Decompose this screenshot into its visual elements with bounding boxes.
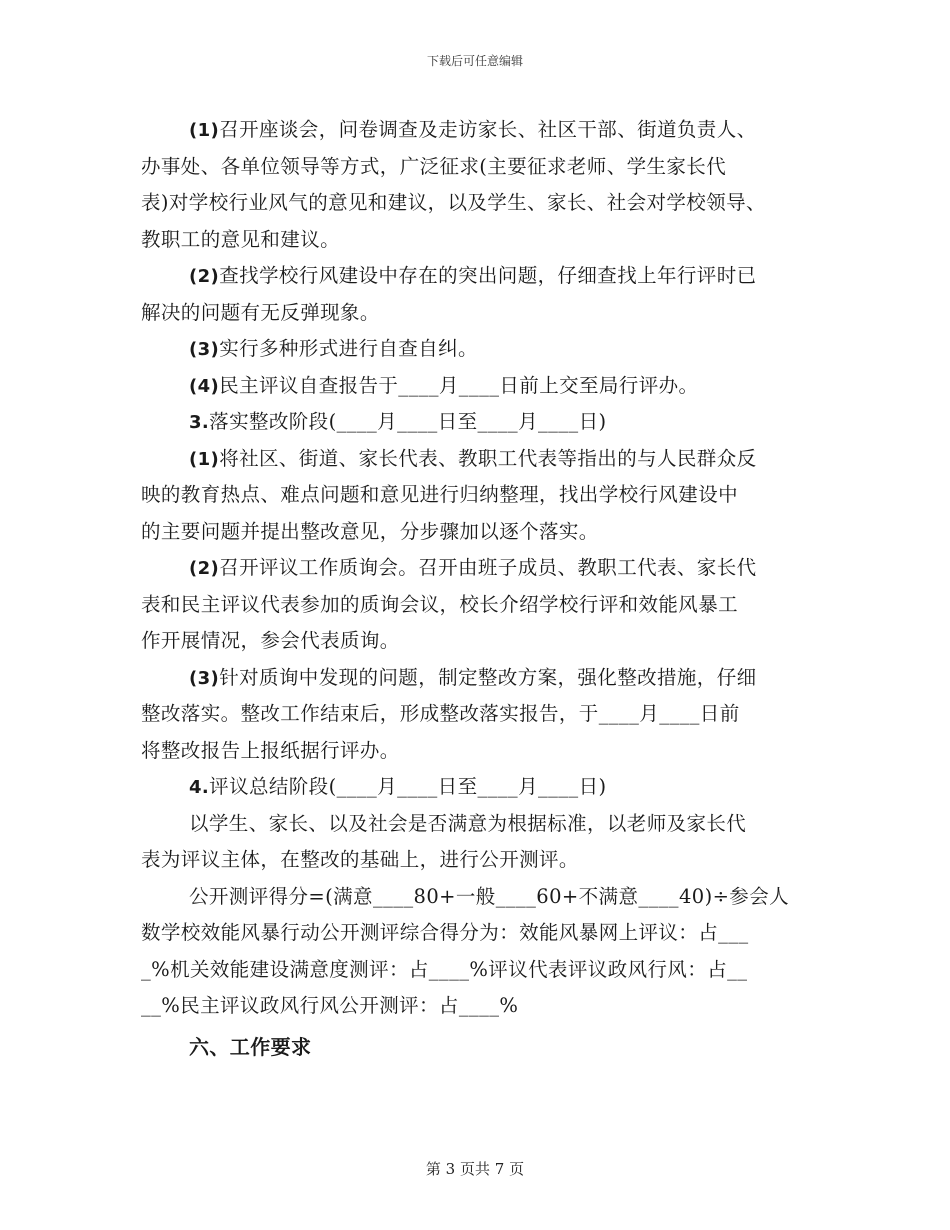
line-text: 查找学校行风建设中存在的突出问题，仔细查找上年行评时已 <box>219 264 757 287</box>
text-line <box>141 733 821 770</box>
document-body <box>141 112 821 1065</box>
item-number: (2) <box>189 266 220 287</box>
line-text: 评议总结阶段(____月____日至____月____日) <box>209 775 607 798</box>
item-number: (3) <box>189 339 220 360</box>
text-line <box>141 952 821 989</box>
text-line <box>141 258 821 295</box>
item-number: (4) <box>189 375 220 397</box>
text-line <box>141 915 821 952</box>
text-line <box>141 587 821 624</box>
item-number: (1) <box>189 120 220 141</box>
text-line <box>141 623 821 660</box>
item-number: (3) <box>189 667 220 689</box>
page-footer: 第 3 页共 7 页 <box>425 1160 525 1178</box>
line-text: 将整改报告上报纸据行评办。 <box>141 738 400 762</box>
text-line <box>141 185 821 222</box>
text-line <box>141 441 821 478</box>
line-text: _%机关效能建设满意度测评：占____%评议代表评议政风行风：占__ <box>141 957 748 981</box>
line-text: 召开座谈会，问卷调查及走访家长、社区干部、街道负责人、 <box>219 118 757 141</box>
text-line <box>141 806 821 843</box>
item-number: (2) <box>189 558 220 579</box>
line-text: __%民主评议政风行风公开测评：占____% <box>141 994 519 1017</box>
text-line <box>141 331 821 368</box>
line-text: 教职工的意见和建议。 <box>141 227 341 251</box>
item-number: 4. <box>189 777 210 798</box>
line-text: 将社区、街道、家长代表、教职工代表等指出的与人民群众反 <box>219 446 757 470</box>
line-text: 落实整改阶段(____月____日至____月____日) <box>209 410 607 433</box>
text-line <box>141 842 821 879</box>
text-line <box>141 879 821 916</box>
line-text: 表)对学校行业风气的意见和建议，以及学生、家长、社会对学校领导、 <box>141 191 766 214</box>
text-line <box>141 988 821 1025</box>
line-text: 映的教育热点、难点问题和意见进行归纳整理，找出学校行风建设中 <box>141 483 739 506</box>
text-line <box>141 514 821 551</box>
line-text: 表为评议主体，在整改的基础上，进行公开测评。 <box>141 848 579 871</box>
text-line <box>141 149 821 186</box>
line-text: 的主要问题并提出整改意见，分步骤加以逐个落实。 <box>141 519 599 543</box>
line-text: 作开展情况，参会代表质询。 <box>141 629 400 652</box>
text-line <box>141 295 821 332</box>
item-number: 3. <box>189 412 210 433</box>
text-line <box>141 112 821 149</box>
text-line <box>141 696 821 733</box>
text-line <box>141 660 821 697</box>
line-text: 民主评议自查报告于____月____日前上交至局行评办。 <box>219 373 699 397</box>
line-text: 公开测评得分=(满意____80+一般____60+不满意____40)÷参会人 <box>189 884 790 908</box>
section-heading: 六、工作要求 <box>189 1034 312 1059</box>
line-text: 针对质询中发现的问题，制定整改方案，强化整改措施，仔细 <box>219 665 757 689</box>
text-line <box>141 404 821 441</box>
line-text: 数学校效能风暴行动公开测评综合得分为：效能风暴网上评议：占___ <box>141 921 749 944</box>
line-text: 召开评议工作质询会。召开由班子成员、教职工代表、家长代 <box>219 556 757 579</box>
text-line <box>141 769 821 806</box>
text-line <box>141 477 821 514</box>
text-line <box>141 368 821 405</box>
text-line <box>141 550 821 587</box>
line-text: 实行多种形式进行自查自纠。 <box>219 337 478 360</box>
item-number: (1) <box>189 448 220 470</box>
text-line <box>141 222 821 259</box>
line-text: 以学生、家长、以及社会是否满意为根据标准，以老师及家长代 <box>189 811 747 835</box>
page-header: 下载后可任意编辑 <box>426 54 523 68</box>
line-text: 解决的问题有无反弹现象。 <box>141 300 380 324</box>
paragraph-lines <box>141 112 821 1025</box>
line-text: 办事处、各单位领导等方式，广泛征求(主要征求老师、学生家长代 <box>141 154 727 178</box>
line-text: 整改落实。整改工作结束后，形成整改落实报告，于____月____日前 <box>141 702 740 725</box>
line-text: 表和民主评议代表参加的质询会议，校长介绍学校行评和效能风暴工 <box>141 592 739 616</box>
